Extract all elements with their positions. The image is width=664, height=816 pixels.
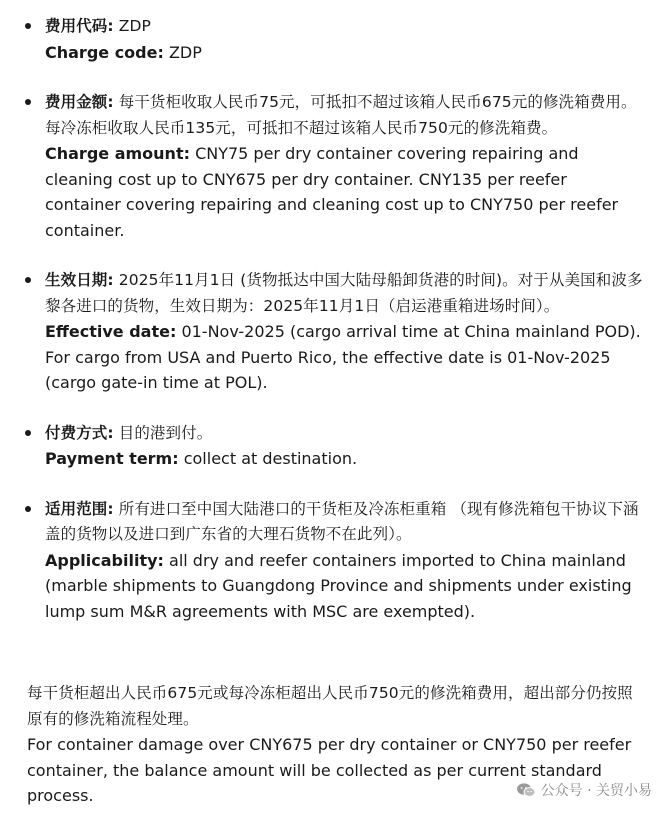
item-cn-text: 目的港到付。 (113, 423, 213, 442)
watermark-text: 公众号 · 关贸小易 (540, 783, 652, 799)
item-cn-line (45, 14, 644, 40)
item-cn-line (45, 90, 644, 141)
item-en-line (45, 446, 644, 472)
item-en-text: CNY75 per dry container covering repairing and cleaning cost up to CNY675 per dry container. CNY135 per reefer container covering repairing and cleaning cost up to CNY750 per reefer container. (45, 144, 619, 240)
footer-en-text: For container damage over CNY675 per dry container or CNY750 per reefer container, the balance amount will be collected as per current standard process. (27, 735, 632, 805)
bullet-icon (25, 430, 31, 436)
watermark (516, 780, 652, 800)
item-cn-text: 2025年11月1日 (货物抵达中国大陆母船卸货港的时间)。对于从美国和波多黎各进口的货物，生效日期为：2025年11月1日（启运港重箱进场时间）。 (45, 271, 643, 315)
bullet-icon (25, 23, 31, 29)
list-item (0, 421, 664, 472)
item-en-line (45, 40, 644, 66)
item-cn-line (45, 497, 644, 548)
item-cn-label: 费用代码: (45, 17, 114, 35)
item-cn-line (45, 268, 644, 319)
item-cn-text: 每干货柜收取人民币75元，可抵扣不超过该箱人民币675元的修洗箱费用。每冷冻柜收取人民币135元，可抵扣不超过该箱人民币750元的修洗箱费。 (45, 93, 637, 137)
item-cn-label: 适用范围: (45, 499, 114, 518)
item-en-line (45, 548, 644, 625)
item-cn-label: 费用金额: (45, 93, 114, 111)
item-en-label: Payment term: (45, 449, 179, 468)
item-cn-label: 生效日期: (45, 271, 114, 289)
item-en-label: Charge code: (45, 42, 164, 62)
item-en-text: ZDP (163, 42, 202, 62)
item-en-text: all dry and reefer containers imported to China mainland (marble shipments to Guangdong Province and shipments under existing lump sum M&R agreements with MSC are exempted). (45, 550, 632, 621)
bullet-icon (25, 99, 31, 105)
list-item (0, 14, 664, 65)
item-en-label: Effective date: (45, 322, 177, 341)
item-en-label: Charge amount: (45, 144, 190, 163)
item-cn-label: 付费方式: (45, 423, 114, 442)
item-en-line (45, 141, 644, 243)
charge-details-list (0, 14, 664, 649)
list-item (0, 497, 664, 625)
item-en-line (45, 319, 644, 396)
wechat-icon (516, 782, 536, 798)
item-en-text: 01-Nov-2025 (cargo arrival time at China mainland POD). For cargo from USA and Puerto Rico, the effective date is 01-Nov-2025 (cargo gate-in time at POL). (45, 322, 641, 392)
bullet-icon (25, 506, 31, 512)
item-cn-text: ZDP (113, 17, 151, 35)
list-item (0, 268, 664, 396)
item-cn-text: 所有进口至中国大陆港口的干货柜及冷冻柜重箱 （现有修洗箱包干协议下涵盖的货物以及进口到广东省的大理石货物不在此列）。 (45, 499, 639, 543)
item-cn-line (45, 421, 644, 447)
footer-cn-text: 每干货柜超出人民币675元或每冷冻柜超出人民币750元的修洗箱费用，超出部分仍按照原有的修洗箱流程处理。 (27, 684, 633, 728)
list-item (0, 90, 664, 243)
item-en-text: collect at destination. (178, 449, 358, 468)
item-en-label: Applicability: (45, 550, 164, 570)
bullet-icon (25, 277, 31, 283)
